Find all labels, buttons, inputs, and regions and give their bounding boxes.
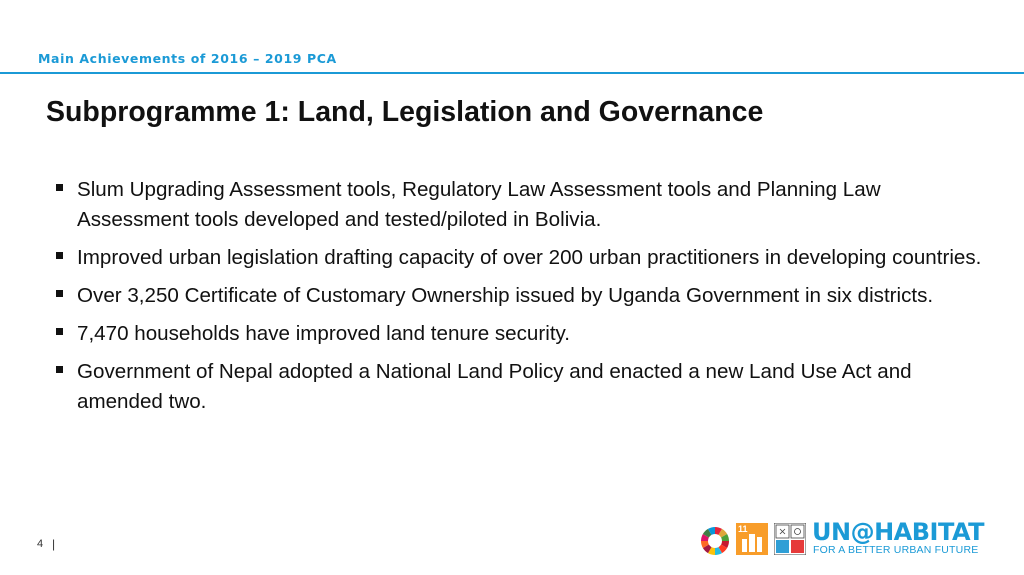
building-icon	[749, 534, 755, 552]
footer-logos	[700, 519, 990, 559]
bullet-text: Government of Nepal adopted a National Land Policy and enacted a new Land Use Act and amended two.	[77, 360, 912, 413]
square-bullet-icon	[56, 184, 63, 191]
un-habitat-logo: UN@HABITAT	[812, 518, 985, 546]
un-habitat-tagline: FOR A BETTER URBAN FUTURE	[813, 544, 979, 556]
bullet-item	[55, 175, 990, 235]
slide-title: Subprogramme 1: Land, Legislation and Governance	[46, 96, 764, 128]
header-divider	[0, 72, 1024, 74]
square-bullet-icon	[56, 328, 63, 335]
new-urban-agenda-icon	[774, 523, 806, 555]
building-icon	[742, 539, 747, 552]
bullet-item	[55, 243, 990, 273]
bullet-item	[55, 319, 990, 349]
sdg11-badge	[736, 523, 768, 555]
bullet-item	[55, 357, 990, 417]
bullet-text: Slum Upgrading Assessment tools, Regulatory Law Assessment tools and Planning Law Assessment tools developed and tested/piloted in Bolivia.	[77, 178, 881, 231]
square-bullet-icon	[56, 252, 63, 259]
page-number: 4	[37, 538, 44, 550]
square-bullet-icon	[56, 290, 63, 297]
bullet-text: 7,470 households have improved land tenure security.	[77, 322, 571, 345]
building-icon	[757, 537, 762, 552]
sdg-wheel-icon	[700, 526, 730, 556]
square-bullet-icon	[56, 366, 63, 373]
bullet-list	[55, 175, 990, 425]
section-kicker: Main Achievements of 2016 – 2019 PCA	[38, 51, 337, 66]
bullet-item	[55, 281, 990, 311]
page-separator: |	[52, 537, 56, 551]
sdg11-number: 11	[738, 524, 748, 534]
bullet-text: Improved urban legislation drafting capacity of over 200 urban practitioners in developing countries.	[77, 246, 982, 269]
bullet-text: Over 3,250 Certificate of Customary Ownership issued by Uganda Government in six districts.	[77, 284, 934, 307]
